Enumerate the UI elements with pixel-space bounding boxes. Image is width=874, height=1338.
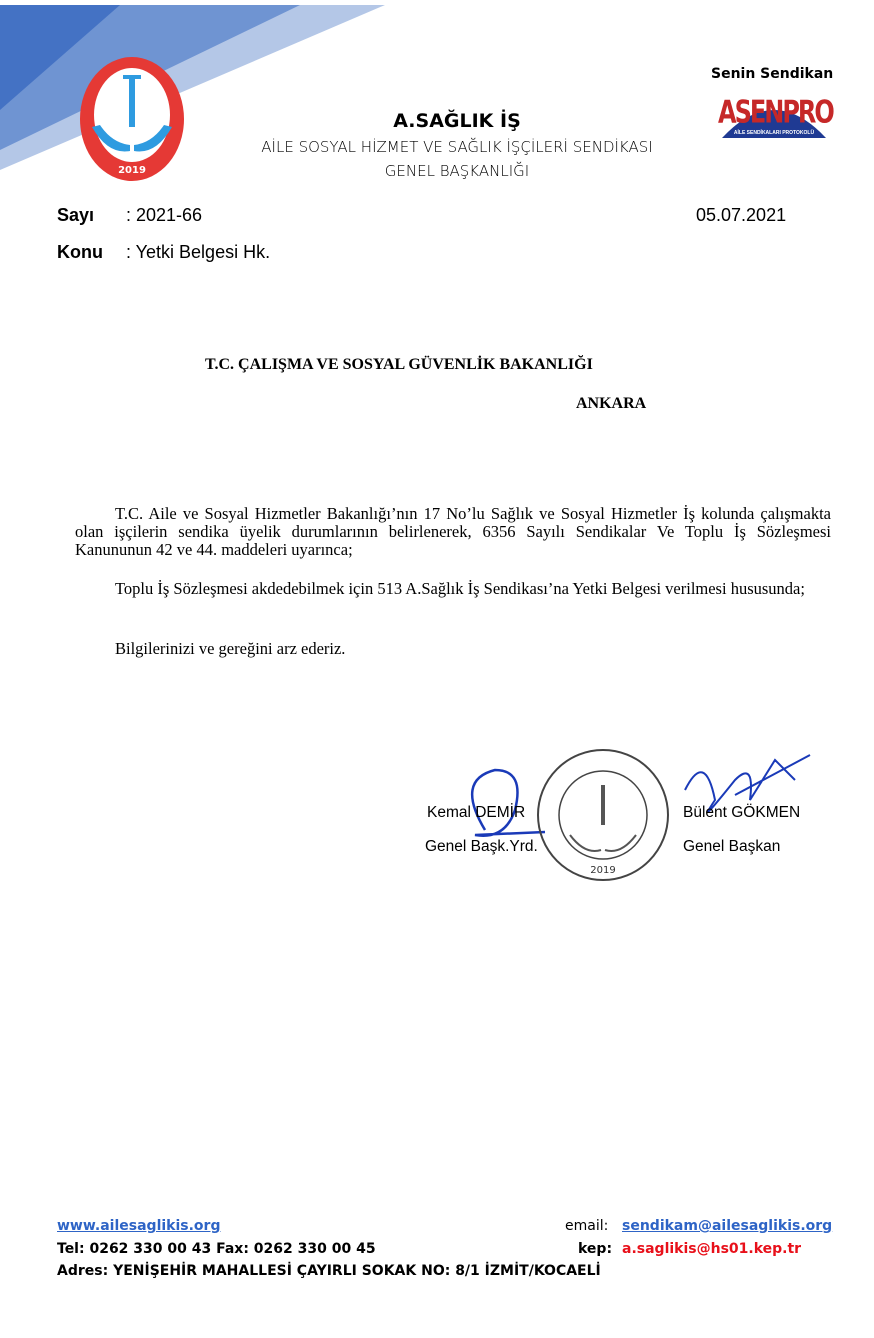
phone-fax: Tel: 0262 330 00 43 Fax: 0262 330 00 45: [57, 1241, 376, 1257]
org-unit: GENEL BAŞKANLIĞI: [384, 162, 530, 180]
sayi-label: Sayı: [57, 205, 95, 225]
partner-logo-text: ASENPRO: [718, 93, 833, 131]
kep-label: kep:: [578, 1241, 613, 1257]
addressee-ministry: T.C. ÇALIŞMA VE SOSYAL GÜVENLİK BAKANLIĞI: [205, 356, 593, 373]
sayi-value: : 2021-66: [126, 205, 203, 225]
kep-address: a.saglikis@hs01.kep.tr: [622, 1241, 802, 1257]
org-short-name: A.SAĞLIK İŞ: [393, 110, 521, 132]
website-link[interactable]: www.ailesaglikis.org: [57, 1218, 221, 1234]
partner-logo: [718, 88, 833, 143]
address-value: YENİŞEHİR MAHALLESİ ÇAYIRLI SOKAK NO: 8/1 İZMİT/KOCAELİ: [113, 1263, 601, 1279]
logo-year: 2019: [118, 165, 146, 176]
email-label: email:: [565, 1218, 609, 1234]
document-date: 05.07.2021: [696, 205, 787, 225]
signatory-2-name: Bülent GÖKMEN: [683, 804, 801, 821]
konu-value: : Yetki Belgesi Hk.: [126, 242, 271, 262]
seal-year: 2019: [590, 865, 616, 876]
partner-logo-sub: AİLE SENDİKALARI PROTOKOLÜ: [733, 130, 815, 136]
addressee-city: ANKARA: [576, 395, 647, 412]
signatory-1-title: Genel Başk.Yrd.: [425, 838, 538, 855]
org-full-name: AİLE SOSYAL HİZMET VE SAĞLIK İŞÇİLERİ SENDİKASI: [261, 138, 653, 156]
email-link[interactable]: sendikam@ailesaglikis.org: [622, 1218, 833, 1234]
signatory-2-title: Genel Başkan: [683, 838, 781, 855]
signatory-1-name: Kemal DEMİR: [427, 804, 526, 821]
address-label: Adres:: [57, 1263, 109, 1279]
body-paragraph-2: Toplu İş Sözleşmesi akdedebilmek için 513 A.Sağlık İş Sendikası’na Yetki Belgesi verilmesi hususunda;: [115, 579, 805, 598]
body-paragraph-1: T.C. Aile ve Sosyal Hizmetler Bakanlığı’nın 17 No’lu Sağlık ve Sosyal Hizmetler İş kolunda çalışmakta olan işçilerin sendika üyelik durumlarının belirlenerek, 6356 Sayılı Sendikalar Ve Toplu İş Sözleşmesi Kanununun 42 ve 44. maddeleri uyarınca;: [75, 504, 831, 559]
konu-label: Konu: [57, 242, 103, 262]
partner-tagline: Senin Sendikan: [711, 66, 834, 82]
body-paragraph-3: Bilgilerinizi ve gereğini arz ederiz.: [115, 639, 346, 658]
